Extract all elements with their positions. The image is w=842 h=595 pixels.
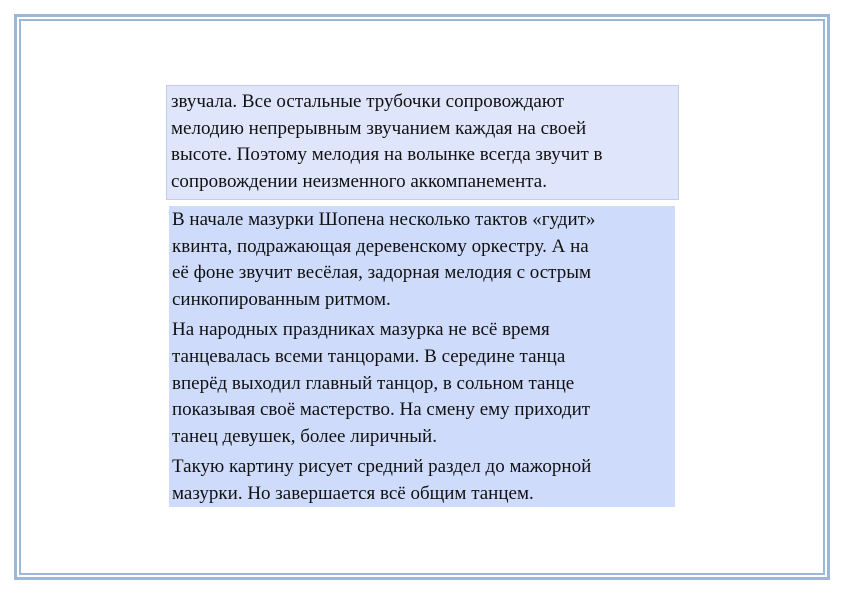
- top-paragraph: звучала. Все остальные трубочки сопровождают мелодию непрерывным звучанием каждая на своей высоте. Поэтому мелодия на волынке всегда звучит в сопровождении неизменного аккомпанемента.: [171, 91, 603, 192]
- paragraph-middle-section: Такую картину рисует средний раздел до мажорной мазурки. Но завершается всё общим танцем.: [172, 456, 592, 504]
- bottom-text-box: [169, 206, 675, 507]
- paragraph-chopin-intro: В начале мазурки Шопена несколько тактов «гудит» квинта, подражающая деревенскому оркестру. А на её фоне звучит весёлая, задорная мелодия с острым синкопированным ритмом.: [172, 209, 596, 310]
- top-text-box: [166, 85, 679, 200]
- paragraph-folk-festivals: На народных праздниках мазурка не всё время танцевалась всеми танцорами. В середине танца вперёд выходил главный танцор, в сольном танце показывая своё мастерство. На смену ему приходит танец девушек, более лиричный.: [172, 319, 591, 447]
